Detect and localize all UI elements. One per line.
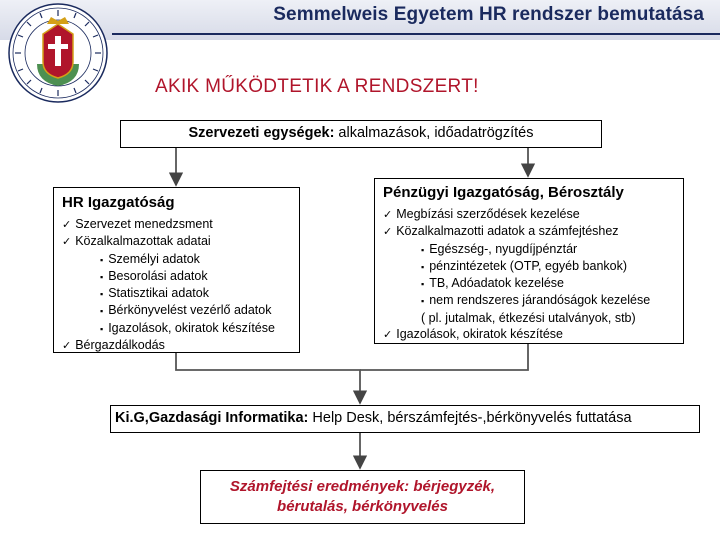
- payroll-results-box: [200, 470, 525, 524]
- connector-fin-to-ki: [360, 344, 528, 370]
- fin-task-item: ✓ Közalkalmazotti adatok a számfejtéshez: [383, 223, 675, 240]
- it-department-box: [110, 405, 700, 433]
- hr-task-item: ✓ Bérgazdálkodás: [62, 337, 291, 354]
- org-units-label: Szervezeti egységek:: [188, 125, 335, 141]
- connector-hr-to-ki: [176, 353, 360, 403]
- it-department-text: Help Desk, bérszámfejtés-,bérkönyvelés futtatása: [308, 410, 632, 426]
- fin-subtask-item: ▪ TB, Adóadatok kezelése: [383, 275, 675, 292]
- hr-subtask-item: ▪ Statisztikai adatok: [62, 285, 291, 302]
- fin-task-item: ✓ Megbízási szerződések kezelése: [383, 206, 675, 223]
- org-units-text: alkalmazások, időadatrögzítés: [334, 125, 534, 141]
- hr-task-item: ✓ Szervezet menedzsment: [62, 216, 291, 233]
- hr-task-list: [62, 216, 291, 354]
- hr-task-item: ✓ Közalkalmazottak adatai: [62, 233, 291, 250]
- hr-box-title: HR Igazgatóság: [62, 194, 175, 211]
- hr-subtask-item: ▪ Igazolások, okiratok készítése: [62, 320, 291, 337]
- hr-directorate-box: [53, 187, 300, 353]
- finance-directorate-box: [374, 178, 684, 344]
- fin-subtask-item: ▪ Egészség-, nyugdíjpénztár: [383, 241, 675, 258]
- payroll-results-line2: bérutalás, bérkönyvelés: [277, 498, 448, 515]
- org-units-box: [120, 120, 602, 148]
- fin-subtask-note: ( pl. jutalmak, étkezési utalványok, stb): [421, 310, 636, 325]
- hr-subtask-item: ▪ Besorolási adatok: [62, 268, 291, 285]
- fin-subtask-item: ▪ pénzintézetek (OTP, egyéb bankok): [383, 258, 675, 275]
- payroll-results-line1: Számfejtési eredmények: bérjegyzék,: [229, 478, 496, 495]
- header-title: Semmelweis Egyetem HR rendszer bemutatása: [273, 4, 704, 25]
- hr-subtask-item: ▪ Személyi adatok: [62, 251, 291, 268]
- it-department-label: Ki.G,Gazdasági Informatika:: [115, 410, 309, 426]
- fin-subtask-item: ▪ nem rendszeres járandóságok kezelése: [383, 292, 675, 309]
- main-title: AKIK MŰKÖDTETIK A RENDSZERT!: [155, 76, 479, 97]
- hr-subtask-item: ▪ Bérkönyvelést vezérlő adatok: [62, 302, 291, 319]
- fin-box-title: Pénzügyi Igazgatóság, Bérosztály: [383, 184, 624, 201]
- fin-task-item: ✓ Igazolások, okiratok készítése: [383, 326, 675, 343]
- fin-task-list: [383, 206, 675, 343]
